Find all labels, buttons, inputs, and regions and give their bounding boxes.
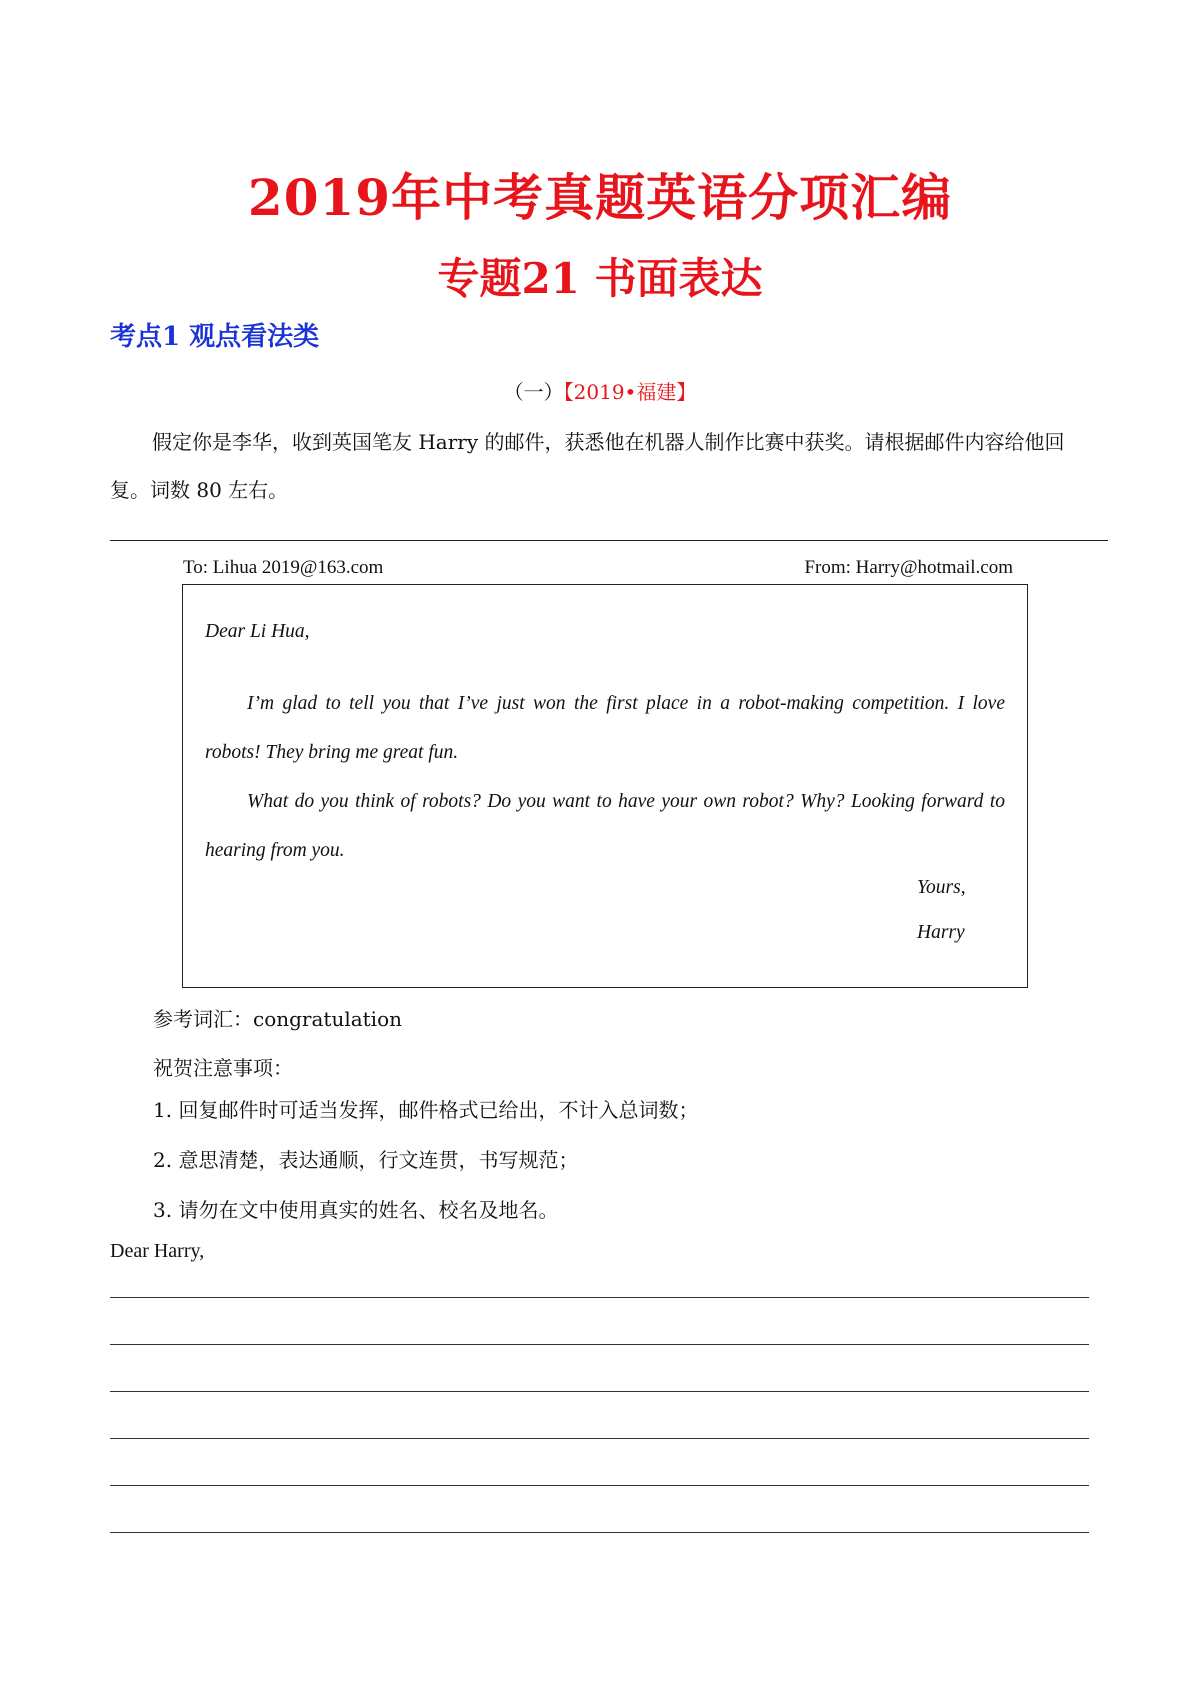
divider-line <box>110 540 1108 541</box>
notes-list <box>153 1098 698 1248</box>
question-label <box>0 376 1200 405</box>
question-number: （一） <box>503 380 564 404</box>
answer-line[interactable] <box>110 1532 1089 1533</box>
answer-line[interactable] <box>110 1391 1089 1392</box>
main-title: 2019年中考真题英语分项汇编 <box>247 168 953 227</box>
notes-item: 1. 回复邮件时可适当发挥，邮件格式已给出，不计入总词数； <box>153 1098 699 1122</box>
answer-line[interactable] <box>110 1485 1089 1486</box>
email-paragraph-1: I’m glad to tell you that I’ve just won the first place in a robot-making competition. I love robots! They bring me great fun. <box>205 693 1005 763</box>
notes-item: 3. 请勿在文中使用真实的姓名、校名及地名。 <box>153 1198 559 1222</box>
email-signature: Harry <box>917 922 965 943</box>
email-greeting: Dear Li Hua, <box>205 621 310 642</box>
notes-heading: 祝贺注意事项： <box>153 1056 293 1080</box>
email-paragraph-2: What do you think of robots? Do you want to have your own robot? Why? Looking forward to hearing from you. <box>205 791 1005 861</box>
answer-line[interactable] <box>110 1297 1089 1298</box>
sub-title: 专题21 书面表达 <box>437 254 763 303</box>
answer-line[interactable] <box>110 1344 1089 1345</box>
reference-vocab: 参考词汇：congratulation <box>153 1007 403 1031</box>
email-from: From: Harry@hotmail.com <box>804 557 1013 578</box>
notes-item: 2. 意思清楚，表达通顺，行文连贯，书写规范； <box>153 1148 579 1172</box>
question-source: 【2019•福建】 <box>563 380 697 404</box>
email-to: To: Lihua 2019@163.com <box>183 557 384 578</box>
section-heading: 考点1 观点看法类 <box>110 322 320 352</box>
question-intro: 假定你是李华，收到英国笔友 Harry 的邮件，获悉他在机器人制作比赛中获奖。请根据邮件内容给他回复。词数 80 左右。 <box>110 430 1065 502</box>
email-box <box>182 584 1028 988</box>
answer-line[interactable] <box>110 1438 1089 1439</box>
email-closing: Yours, <box>917 877 966 898</box>
answer-salutation: Dear Harry, <box>110 1240 205 1262</box>
